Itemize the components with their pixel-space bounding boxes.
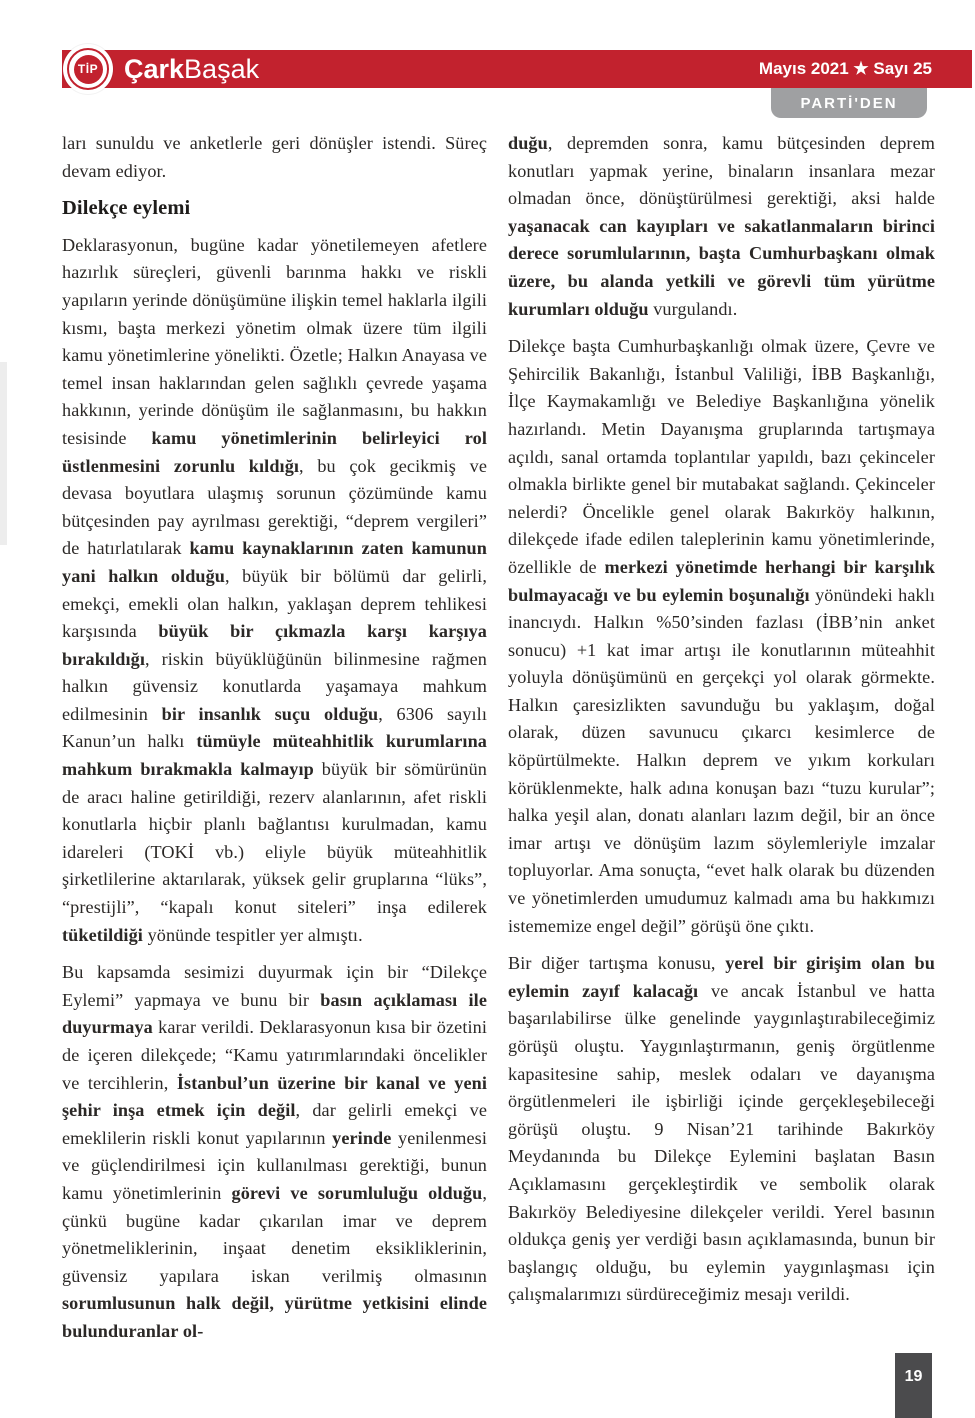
emphasized-text: merkezi yönetimde herhangi bir karşılık bulmayacağı ve bu eylemin boşunalığı <box>508 556 935 605</box>
body-text: , büyük bir bölümü dar gelirli, emekçi, emekli olan halkın, yaklaşan deprem tehlikesi karşısında <box>62 565 487 642</box>
publication-title <box>124 53 260 84</box>
emphasized-text: tümüyle müteahhitlik kurumlarına mahkum bırakmakla kalmayıp <box>62 731 487 780</box>
masthead <box>62 50 972 88</box>
paragraph <box>508 950 935 1309</box>
page-number: 19 <box>904 1368 923 1385</box>
emphasized-text: yerinde <box>332 1127 392 1148</box>
body-text: , depremden sonra, kamu bütçesinden deprem konutları yapmak yerine, binaların insanlara mezar olmadan önce, dönüştürülmesi gerektiği, aksi halde <box>508 133 935 209</box>
logo-abbr: TİP <box>77 62 99 76</box>
emphasized-text: tüketildiği <box>62 924 143 945</box>
emphasized-text: yerel bir girişim olan bu eylemin zayıf kalacağı <box>508 953 935 1001</box>
logo-ring <box>67 48 109 90</box>
emphasized-text: yaşanacak can kayıpları ve sakatlanmaların birinci derece sorumlularının, başta Cumhurbaşkanı olmak üzere, bu alanda yetkili ve görevli tüm yürütme kurumları olduğu <box>508 215 935 319</box>
left-column <box>62 130 487 1356</box>
emphasized-text: duğu <box>508 133 548 153</box>
body-text: büyük bir sömürünün de aracı haline getirildiği, rezerv alanlarının, afet riskli konutlarla hiçbir planlı bağlantısı kurulmadan, kamu idareleri (TOKİ vb.) eliyle büyük müteahhitlik şirketlilerine aktarılarak, yüksek gelir gruplarına “lüks”, “prestijli”, “kapalı konut siteleri” inşa edilerek <box>62 759 487 918</box>
paragraph <box>508 130 935 323</box>
emphasized-text: görevi ve sorumluluğu olduğu <box>231 1182 483 1203</box>
paragraph <box>62 130 487 185</box>
emphasized-text: kamu yönetimlerinin belirleyici rol üstlenmesini zorunlu kıldığı <box>62 427 487 476</box>
body-text: yenilenmesi ve güçlendirilmesi için kullanılması gerektiği, bunun kamu yönetimlerinin <box>62 1127 488 1203</box>
body-text: ve ancak İstanbul ve hatta başarılabilirse ülke genelinde yaygınlaştırabileceğimiz görüşü oluştu. Yaygınlaştırmanın, geniş örgütlenme kapasitesine sahip, meslek odaları ve dayanışma örgütlenmeleri ile işbirliği içinde gerçekleşebileceği görüşü oluştu. 9 Nisan’21 tarihinde Bakırköy Meydanında bu Dilekçe Eylemini başlatan Basın Açıklamasını gerçekleştirdik ve sembolik olarak Bakırköy Belediyesine dilekçeler verildi. Yerel basının oldukça geniş yer verdiği basın açıklamasında, bunun bir başlangıç olduğu, bu eylemin yaygınlaşması için çalışmalarımızı sürdüreceğimiz mesajı verildi. <box>508 980 935 1305</box>
emphasized-text: kamu kaynaklarının zaten kamunun yani halkın olduğu <box>62 538 487 586</box>
paragraph <box>62 959 487 1345</box>
paragraph <box>62 232 487 949</box>
page-edge-artifact <box>0 362 7 545</box>
logo-core <box>74 55 103 84</box>
emphasized-text: İstanbul’un üzerine bir kanal ve yeni şehir inşa etmek için değil <box>62 1072 487 1121</box>
body-text: , çünkü bugüne kadar çıkarılan imar ve deprem yönetmeliklerinin, inşaat denetim eksikliklerinin, güvensiz yapılara iskan verilmiş olmasının <box>62 1182 487 1286</box>
issue-info: Mayıs 2021 ★ Sayı 25 <box>758 59 932 78</box>
emphasized-text: sorumlusunun halk değil, yürütme yetkisini elinde bulunduranlar ol- <box>62 1293 487 1341</box>
body-text: vurgulandı. <box>648 298 738 319</box>
body-text: Bu kapsamda sesimizi duyurmak için bir “Dilekçe Eylemi” yapmaya ve bunu bir <box>62 962 487 1010</box>
body-text: yönündeki haklı inancıydı. Halkın %50’sinden fazlası (İBB’nin anket sonucu) +1 kat imar artışı ile konutlarının müteahhit yoluyla dönüşümünü en gerçekçi yol olarak görmekte. Halkın çaresizlikten savunduğu bu yaklaşım, doğal olarak, düzen savunucu çıkarcı kesimlerce de köpürtülmekte. Halkın deprem ve yıkım korkuları körüklenmekte, halk adına konuşan bazı “tuzu kurular”; halka yeşil alan, donatı alanları lazım değil, bir an önce imar artışı ve dönüşüm lazım söylemleriyle imzalar topluyorlar. Ama sonuçta, “evet halk olarak bu düzenden ve yönetimlerden umudumuz kalmadı ama bu hakkımızı istememize engel değil” görüşü öne çıktı. <box>508 584 936 936</box>
publication-title-light: Başak <box>184 53 260 84</box>
emphasized-text: büyük bir çıkmazla karşı karşıya bırakıldığı <box>62 621 487 669</box>
section-heading <box>62 195 487 223</box>
emphasized-text: Dilekçe eylemi <box>62 197 191 220</box>
body-text: Bir diğer tartışma konusu, <box>508 953 726 974</box>
section-badge: PARTİ'DEN <box>771 88 927 118</box>
tip-party-logo <box>63 44 113 94</box>
body-text: , riskin büyüklüğünün bilinmesine rağmen halkın güvensiz konutlarda yaşamaya mahkum edilmesinin <box>62 648 487 724</box>
body-text: , bu çok gecikmiş ve devasa boyutlara ulaşmış sorunun çözümünde kamu bütçesinden pay ayrılması gerektiği, “deprem vergileri” de hatırlatılarak <box>62 455 487 559</box>
body-text: yönünde tespitler yer almıştı. <box>142 924 363 945</box>
body-text: ları sunuldu ve anketlerle geri dönüşler istendi. Süreç devam ediyor. <box>62 133 487 181</box>
emphasized-text: basın açıklaması ile duyurmaya <box>62 989 487 1038</box>
emphasized-text: bir insanlık suçu olduğu <box>161 703 379 724</box>
body-text: Dilekçe başta Cumhurbaşkanlığı olmak üzere, Çevre ve Şehircilik Bakanlığı, İstanbul Valiliği, İBB Başkanlığı, İlçe Kaymakamlığı ve Belediye Başkanlığına yönelik hazırlandı. Metin Dayanışma gruplarında tartışmaya açıldı, sanal ortamda toplantılar yapıldı, bazı çekinceler olmakla birlikte genel bir mutabakat sağlandı. Çekinceler nelerdi? Öncelikle genel olarak Bakırköy halkının, dilekçede ifade edilen taleplerinin kamu yönetimlerinde, özellikle de <box>508 336 935 577</box>
paragraph <box>508 333 935 940</box>
body-text: , 6306 sayılı Kanun’un halkı <box>62 703 487 752</box>
right-column <box>508 130 935 1319</box>
body-text: , dar gelirli emekçi ve emeklilerin riskli konut yapılarının <box>62 1100 487 1148</box>
body-text: Deklarasyonun, bugüne kadar yönetilemeyen afetlere hazırlık süreçleri, güvenli barınma hakkı ve riskli yapıların yerinde dönüşümüne ilişkin temel haklarla ilgili kısmı, başta merkezi yönetim olmak üzere tüm ilgili kamu yönetimlerine yönelikti. Özetle; Halkın Anayasa ve temel insan haklarından gelen sağlıklı çevrede yaşama hakkının, yerinde dönüşüm ile sağlanmasını, bu hakkın tesisinde <box>62 234 487 448</box>
page-number-badge <box>895 1353 932 1418</box>
publication-title-bold: Çark <box>124 53 185 84</box>
body-text: karar verildi. Deklarasyonun kısa bir özetini de içeren dilekçede; “Kamu yatırımlarındaki öncelikler ve tercihlerin, <box>62 1017 487 1093</box>
